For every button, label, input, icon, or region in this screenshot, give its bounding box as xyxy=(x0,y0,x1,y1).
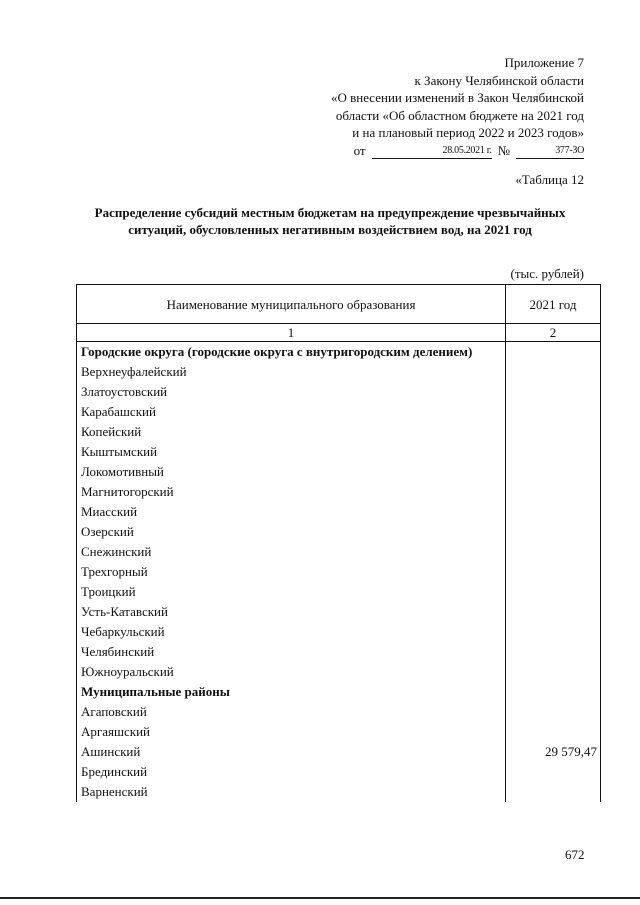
table-row xyxy=(77,582,601,602)
group-name: Муниципальные районы xyxy=(77,682,506,702)
table-row xyxy=(77,742,601,762)
column-number-2: 2 xyxy=(506,324,601,342)
municipality-name: Кыштымский xyxy=(77,442,506,462)
municipality-name: Челябинский xyxy=(77,642,506,662)
subsidy-amount xyxy=(506,722,601,742)
subsidy-amount xyxy=(506,402,601,422)
table-row xyxy=(77,462,601,482)
table-row xyxy=(77,502,601,522)
table-row xyxy=(77,542,601,562)
municipality-name: Усть-Катавский xyxy=(77,602,506,622)
municipality-name: Южноуральский xyxy=(77,662,506,682)
table-row xyxy=(77,662,601,682)
appendix-line: и на плановый период 2022 и 2023 годов» xyxy=(352,125,584,140)
group-value xyxy=(506,342,601,363)
subsidy-amount xyxy=(506,522,601,542)
subsidy-amount xyxy=(506,422,601,442)
municipality-name: Копейский xyxy=(77,422,506,442)
municipality-name: Снежинский xyxy=(77,542,506,562)
group-name: Городские округа (городские округа с внутригородским делением) xyxy=(77,342,506,363)
subsidy-amount xyxy=(506,702,601,722)
subsidy-amount xyxy=(506,562,601,582)
table-row xyxy=(77,482,601,502)
subsidy-amount xyxy=(506,502,601,522)
number-sign: № xyxy=(497,142,510,158)
table-row xyxy=(77,602,601,622)
table-row xyxy=(77,562,601,582)
units-label: (тыс. рублей) xyxy=(510,266,584,281)
subsidy-amount xyxy=(506,782,601,802)
table-group-row xyxy=(77,342,601,363)
municipality-name: Агаповский xyxy=(77,702,506,722)
appendix-line: к Закону Челябинской области xyxy=(414,72,584,88)
municipality-name: Златоустовский xyxy=(77,382,506,402)
table-row xyxy=(77,702,601,722)
municipality-name: Чебаркульский xyxy=(77,622,506,642)
document-title: Распределение субсидий местным бюджетам на предупреждение чрезвычайных ситуаций, обусловленных негативным воздействием вод, на 2021 год xyxy=(94,205,566,237)
municipality-name: Трехгорный xyxy=(77,562,506,582)
municipality-name: Аргаяшский xyxy=(77,722,506,742)
table-row xyxy=(77,762,601,782)
table-group-row xyxy=(77,682,601,702)
subsidy-amount xyxy=(506,602,601,622)
appendix-header xyxy=(264,54,584,159)
subsidy-amount xyxy=(506,642,601,662)
subsidy-amount xyxy=(506,482,601,502)
municipality-name: Миасский xyxy=(77,502,506,522)
table-row xyxy=(77,382,601,402)
column-number-1: 1 xyxy=(77,324,506,342)
column-header-year: 2021 год xyxy=(506,285,601,324)
table-row xyxy=(77,362,601,382)
law-date-field: 28.05.2021 г. xyxy=(372,143,492,159)
table-row xyxy=(77,722,601,742)
municipality-name: Верхнеуфалейский xyxy=(77,362,506,382)
subsidy-amount xyxy=(506,382,601,402)
table-row xyxy=(77,522,601,542)
bottom-divider xyxy=(0,897,640,899)
table-label: «Таблица 12 xyxy=(515,172,584,187)
group-value xyxy=(506,682,601,702)
table-row xyxy=(77,782,601,802)
table-row xyxy=(77,442,601,462)
date-prefix: от xyxy=(353,142,366,158)
subsidy-amount xyxy=(506,622,601,642)
column-header-municipality: Наименование муниципального образования xyxy=(77,285,506,324)
subsidy-amount xyxy=(506,442,601,462)
subsidy-amount xyxy=(506,762,601,782)
municipality-name: Варненский xyxy=(77,782,506,802)
subsidy-amount: 29 579,47 xyxy=(506,742,601,762)
law-number-field: 377-ЗО xyxy=(516,143,584,159)
subsidy-amount xyxy=(506,662,601,682)
subsidy-amount xyxy=(506,362,601,382)
appendix-line: «О внесении изменений в Закон Челябинской xyxy=(330,90,584,105)
table-row xyxy=(77,622,601,642)
table-row xyxy=(77,402,601,422)
municipality-name: Ашинский xyxy=(77,742,506,762)
subsidy-table xyxy=(76,284,601,802)
law-date-number-row xyxy=(264,142,584,160)
page-number: 672 xyxy=(565,847,585,862)
municipality-name: Локомотивный xyxy=(77,462,506,482)
table-header-row xyxy=(77,285,601,324)
municipality-name: Карабашский xyxy=(77,402,506,422)
column-number-row xyxy=(77,324,601,342)
appendix-line: области «Об областном бюджете на 2021 год xyxy=(335,107,584,123)
subsidy-amount xyxy=(506,462,601,482)
appendix-line: Приложение 7 xyxy=(504,55,584,70)
table-row xyxy=(77,422,601,442)
municipality-name: Озерский xyxy=(77,522,506,542)
subsidy-amount xyxy=(506,542,601,562)
table-row xyxy=(77,642,601,662)
municipality-name: Магнитогорский xyxy=(77,482,506,502)
municipality-name: Брединский xyxy=(77,762,506,782)
subsidy-amount xyxy=(506,582,601,602)
municipality-name: Троицкий xyxy=(77,582,506,602)
